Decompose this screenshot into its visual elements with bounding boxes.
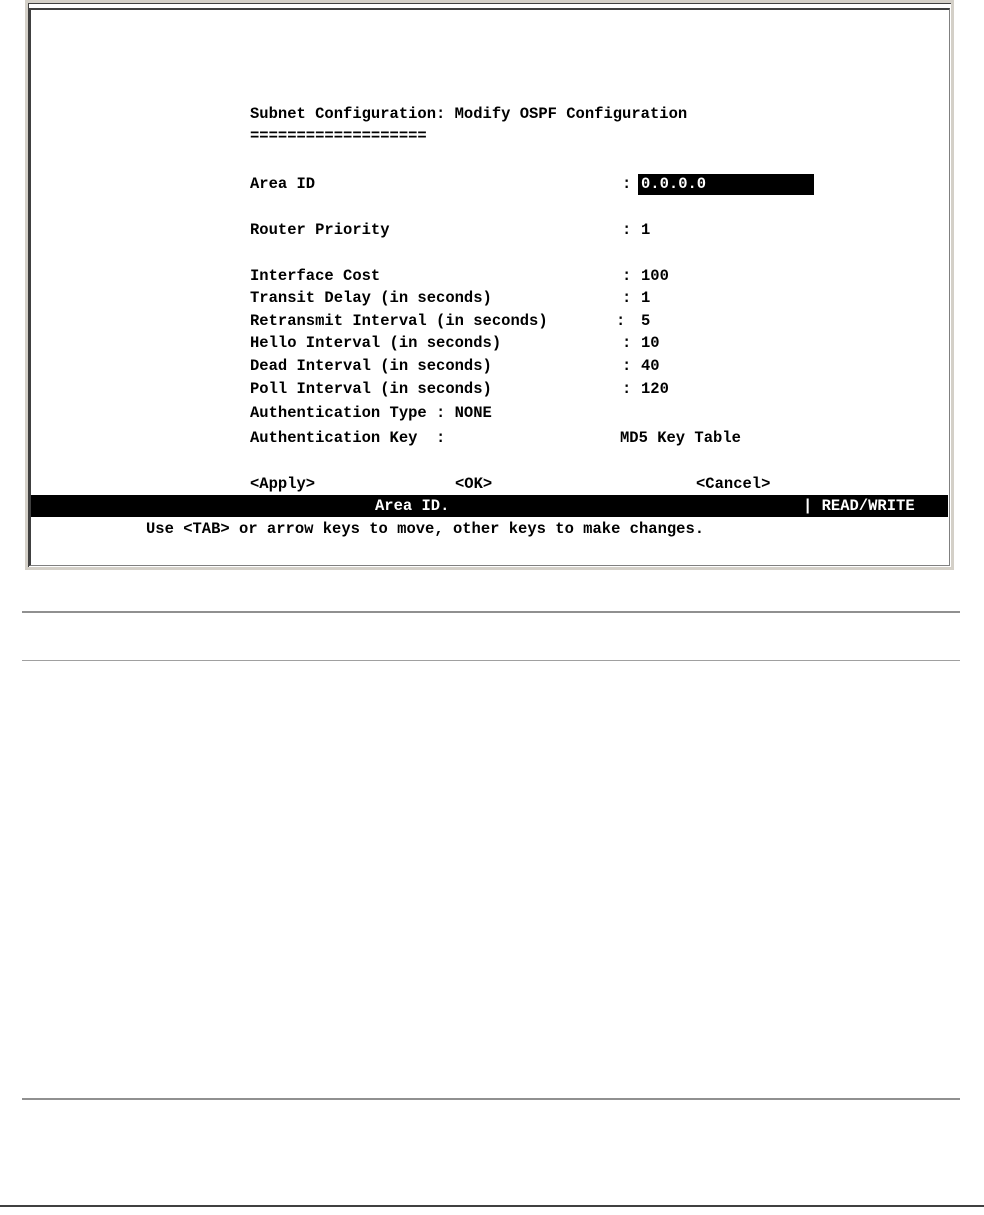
page-bottom-rule (0, 1205, 984, 1207)
title-underline: =================== (250, 127, 427, 145)
hello-interval-input[interactable]: 10 (641, 334, 660, 352)
terminal-window (25, 0, 954, 570)
transit-delay-input[interactable]: 1 (641, 289, 651, 307)
area-id-input[interactable]: 0.0.0.0 (638, 174, 814, 195)
interface-cost-separator: : (622, 267, 632, 285)
md5-key-table-link[interactable]: MD5 Key Table (620, 429, 741, 447)
access-mode: | READ/WRITE (803, 497, 915, 515)
dead-interval-label: Dead Interval (in seconds) (250, 357, 492, 375)
separator-rule (22, 611, 960, 613)
navigation-hint: Use <TAB> or arrow keys to move, other keys to make changes. (146, 520, 705, 538)
field-help-text: Area ID. (375, 497, 450, 515)
ok-button[interactable]: <OK> (455, 475, 493, 493)
retransmit-interval-separator: : (616, 312, 626, 330)
area-id-separator: : (622, 175, 632, 193)
router-priority-input[interactable]: 1 (641, 221, 651, 239)
router-priority-label: Router Priority (250, 221, 390, 239)
cancel-button[interactable]: <Cancel> (696, 475, 771, 493)
hello-interval-label: Hello Interval (in seconds) (250, 334, 502, 352)
router-priority-separator: : (622, 221, 632, 239)
authentication-type[interactable]: Authentication Type : NONE (250, 404, 492, 422)
retransmit-interval-label: Retransmit Interval (in seconds) (250, 312, 548, 330)
authentication-key-label: Authentication Key : (250, 429, 446, 447)
poll-interval-input[interactable]: 120 (641, 380, 669, 398)
poll-interval-separator: : (622, 380, 632, 398)
dead-interval-input[interactable]: 40 (641, 357, 660, 375)
interface-cost-input[interactable]: 100 (641, 267, 669, 285)
separator-rule (22, 1098, 960, 1100)
area-id-label: Area ID (250, 175, 316, 193)
retransmit-interval-input[interactable]: 5 (641, 312, 651, 330)
interface-cost-label: Interface Cost (250, 267, 381, 285)
apply-button[interactable]: <Apply> (250, 475, 316, 493)
poll-interval-label: Poll Interval (in seconds) (250, 380, 492, 398)
screen-title: Subnet Configuration: Modify OSPF Configuration (250, 105, 688, 123)
dead-interval-separator: : (622, 357, 632, 375)
status-bar (31, 495, 948, 517)
transit-delay-separator: : (622, 289, 632, 307)
hello-interval-separator: : (622, 334, 632, 352)
transit-delay-label: Transit Delay (in seconds) (250, 289, 492, 307)
separator-rule (22, 660, 960, 661)
